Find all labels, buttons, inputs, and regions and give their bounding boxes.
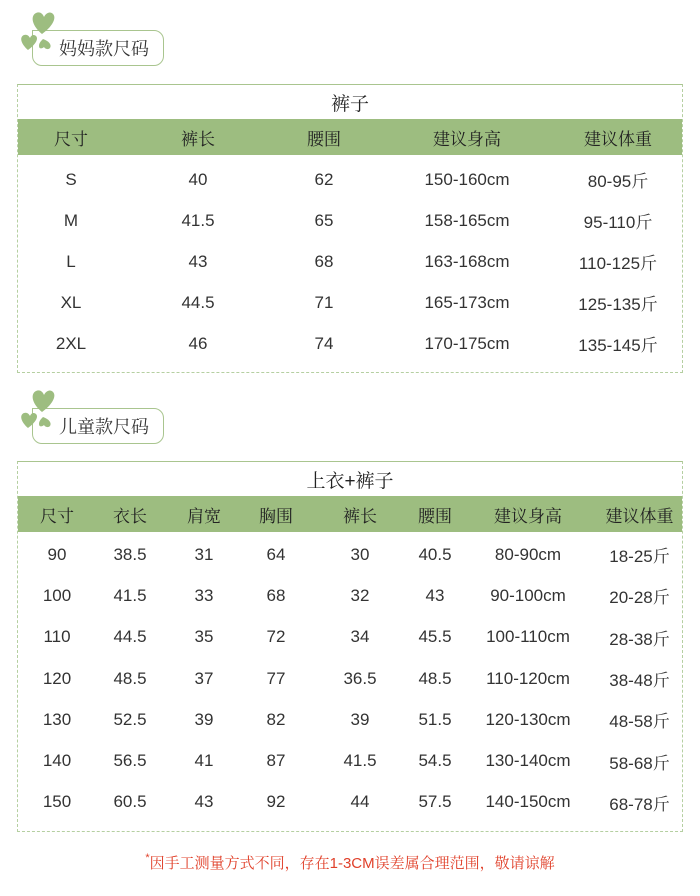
header-cell: 建议体重 (584, 129, 652, 149)
table-cell: 39 (194, 709, 214, 729)
table-cell: 58-68斤 (609, 753, 670, 773)
table-cell: 68-78斤 (609, 794, 670, 814)
table-cell: 57.5 (418, 792, 452, 812)
table-cell: 150 (42, 792, 72, 812)
mom-table-body (18, 155, 682, 372)
table-cell: 87 (266, 751, 286, 771)
table-row (18, 159, 682, 200)
table-cell: 77 (266, 668, 286, 688)
table-cell: 2XL (55, 333, 87, 353)
mom-size-table (17, 84, 683, 373)
table-cell: 48.5 (418, 668, 452, 688)
table-cell: 43 (188, 251, 208, 271)
table-cell: 35 (194, 627, 214, 647)
table-cell: 40 (188, 169, 208, 189)
table-cell: 130 (42, 709, 72, 729)
table-cell: 45.5 (418, 627, 452, 647)
mom-section-heading (16, 8, 216, 68)
table-cell: 30 (350, 544, 370, 564)
table-row (18, 534, 682, 575)
table-cell: 120 (42, 668, 72, 688)
table-cell: 90-100cm (490, 585, 566, 605)
table-cell: 44.5 (181, 292, 215, 312)
table-cell: 62 (314, 169, 334, 189)
kid-table-header (18, 496, 682, 532)
table-row (18, 241, 682, 282)
table-cell: 163-168cm (424, 251, 510, 271)
table-row (18, 200, 682, 241)
table-cell: 41.5 (113, 585, 147, 605)
header-cell: 建议身高 (494, 506, 562, 526)
table-cell: 48.5 (113, 668, 147, 688)
table-cell: 43 (194, 792, 214, 812)
table-cell: 34 (350, 627, 370, 647)
table-cell: 46 (188, 333, 208, 353)
kid-section-heading (16, 386, 216, 446)
table-cell: 41.5 (343, 751, 377, 771)
table-cell: 150-160cm (424, 169, 510, 189)
table-cell: 38.5 (113, 544, 147, 564)
mom-table-title: 裤子 (18, 85, 682, 119)
header-cell: 尺寸 (54, 129, 88, 149)
table-cell: 68 (266, 585, 286, 605)
table-row (18, 699, 682, 740)
measurement-note (0, 852, 700, 873)
table-row (18, 282, 682, 323)
table-cell: 100-110cm (486, 627, 570, 647)
table-cell: 54.5 (418, 751, 452, 771)
kid-section-title: 儿童款尺码 (32, 408, 164, 444)
table-cell: 82 (266, 709, 286, 729)
table-cell: 65 (314, 210, 334, 230)
header-cell: 衣长 (113, 506, 147, 526)
table-cell: 140-150cm (485, 792, 571, 812)
hearts-icon (16, 8, 76, 58)
table-cell: 90 (47, 544, 67, 564)
header-cell: 胸围 (259, 506, 293, 526)
table-cell: 20-28斤 (609, 588, 670, 608)
table-cell: 130-140cm (485, 751, 571, 771)
table-cell: 125-135斤 (578, 295, 658, 314)
table-row (18, 575, 682, 616)
note-text: 因手工测量方式不同，存在1-3CM误差属合理范围，敬请谅解 (149, 855, 555, 872)
table-cell: 170-175cm (424, 333, 510, 353)
table-row (18, 323, 682, 364)
mom-section-title: 妈妈款尺码 (32, 30, 164, 66)
table-cell: 74 (314, 333, 334, 353)
header-cell: 裤长 (343, 506, 377, 526)
table-cell: 158-165cm (424, 210, 510, 230)
table-cell: 37 (194, 668, 214, 688)
asterisk: * (145, 852, 150, 864)
table-cell: 33 (194, 585, 214, 605)
table-cell: 64 (266, 544, 286, 564)
table-cell: 44.5 (113, 627, 147, 647)
table-cell: 120-130cm (485, 709, 571, 729)
table-cell: 68 (314, 251, 334, 271)
kid-size-table (17, 461, 683, 832)
table-cell: 51.5 (418, 709, 452, 729)
kid-table-body (18, 532, 682, 831)
table-row (18, 740, 682, 781)
table-cell: 41.5 (181, 210, 215, 230)
mom-table-header (18, 119, 682, 155)
kid-table-title: 上衣+裤子 (18, 462, 682, 496)
table-cell: S (65, 169, 77, 189)
table-cell: 140 (42, 751, 72, 771)
table-cell: 110-120cm (486, 668, 570, 688)
table-cell: 80-90cm (494, 544, 562, 564)
table-row (18, 782, 682, 823)
table-cell: 165-173cm (424, 292, 510, 312)
header-cell: 尺寸 (40, 506, 74, 526)
header-cell: 裤长 (181, 129, 215, 149)
table-cell: 32 (350, 585, 370, 605)
table-cell: XL (60, 292, 82, 312)
header-cell: 建议体重 (605, 506, 674, 526)
table-cell: 18-25斤 (609, 547, 670, 567)
table-cell: 60.5 (113, 792, 147, 812)
header-cell: 建议身高 (433, 129, 501, 149)
header-cell: 肩宽 (187, 506, 221, 526)
table-cell: 135-145斤 (578, 336, 658, 355)
table-cell: 36.5 (343, 668, 377, 688)
header-cell: 腰围 (418, 506, 452, 526)
table-cell: 72 (266, 627, 286, 647)
header-cell: 腰围 (307, 129, 341, 149)
table-cell: 28-38斤 (609, 629, 670, 649)
table-cell: 40.5 (418, 544, 452, 564)
table-cell: 43 (425, 585, 445, 605)
table-cell: 52.5 (113, 709, 147, 729)
table-cell: 31 (194, 544, 214, 564)
table-cell: 92 (266, 792, 286, 812)
table-cell: M (63, 210, 79, 230)
table-cell: 44 (350, 792, 370, 812)
table-cell: 110 (43, 627, 71, 647)
table-cell: 71 (314, 292, 334, 312)
table-cell: 100 (42, 585, 72, 605)
table-cell: 39 (350, 709, 370, 729)
table-cell: 41 (194, 751, 214, 771)
table-cell: 38-48斤 (609, 671, 670, 691)
hearts-icon (16, 386, 76, 436)
table-cell: 48-58斤 (609, 712, 670, 732)
table-cell: 95-110斤 (583, 213, 653, 232)
table-row (18, 658, 682, 699)
table-row (18, 617, 682, 658)
table-cell: L (66, 251, 76, 271)
table-cell: 56.5 (113, 751, 147, 771)
table-cell: 80-95斤 (587, 172, 649, 191)
table-cell: 110-125斤 (578, 254, 658, 273)
